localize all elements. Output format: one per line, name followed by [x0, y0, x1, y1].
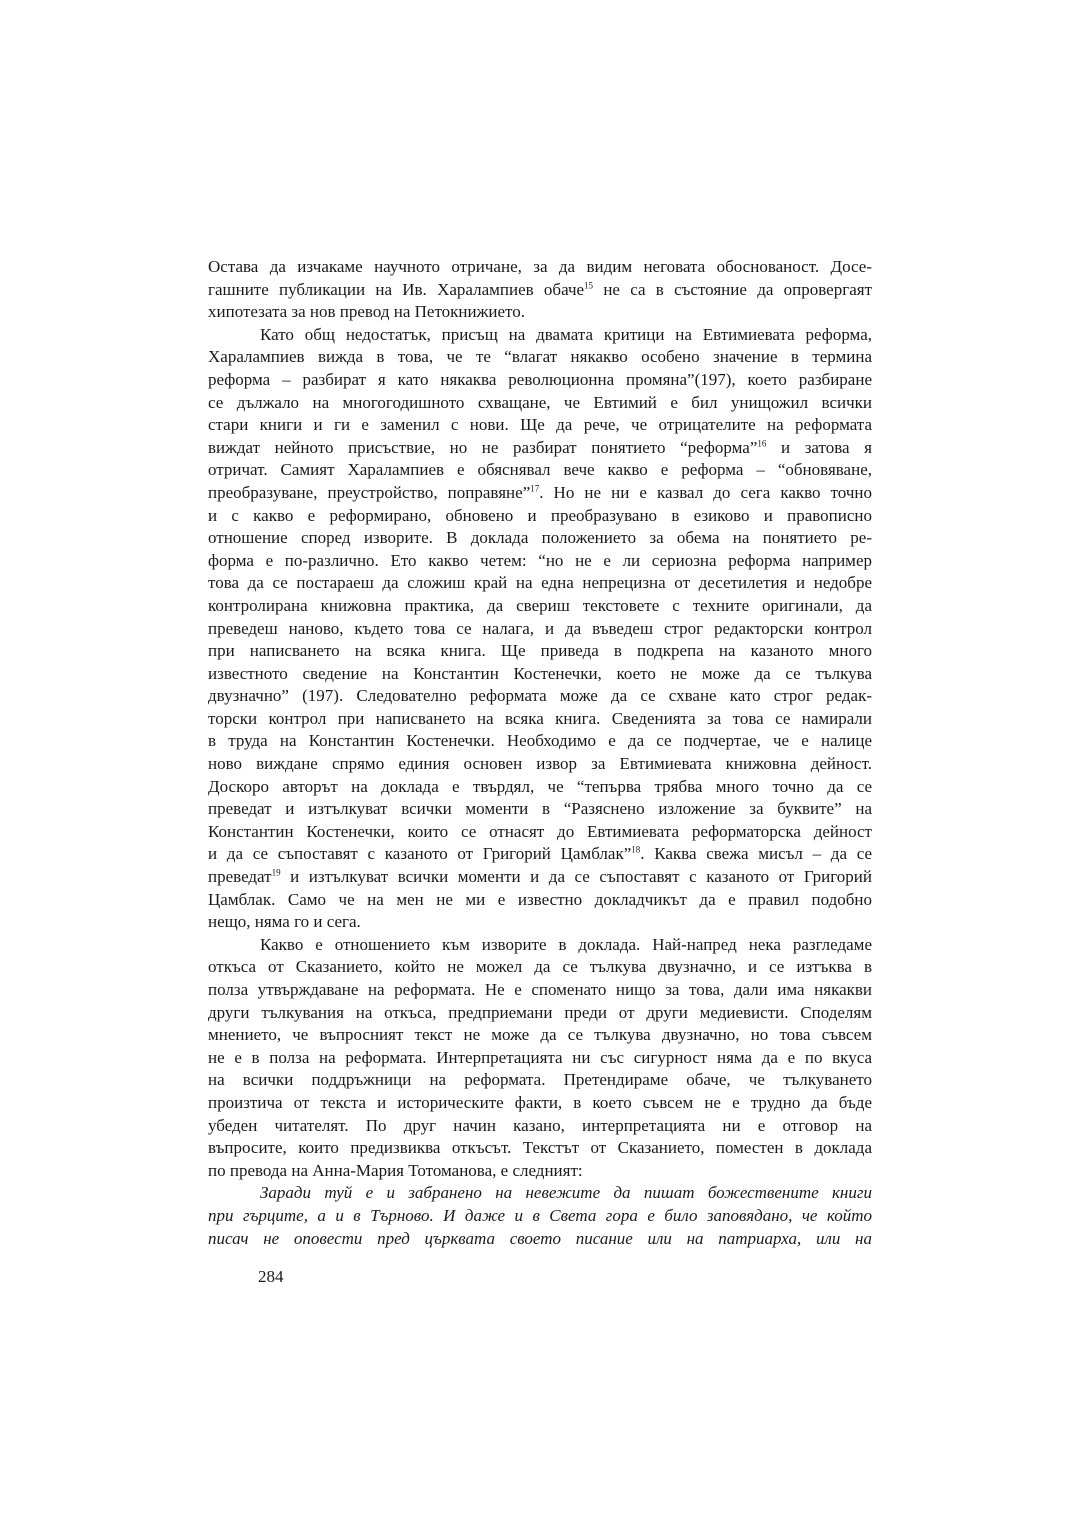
text-line: Константин Костенечки, които се отнасят до Евтимиевата реформаторска дейност	[208, 821, 872, 841]
text-line: форма е по-различно. Ето какво четем: “но не е ли сериозна реформа например	[208, 550, 872, 570]
footnote-marker[interactable]: 16	[757, 438, 767, 449]
text-line: полза утвърждаване на реформата. Не е споменато нищо за това, дали има някакви	[208, 980, 872, 999]
text-line: други тълкувания на откъса, предприемани преди от други медиевисти. Споделям	[208, 1002, 872, 1022]
text-line: виждат нейното присъствие, но не разбират понятието “реформа”$^{16}$ и затова я	[208, 437, 872, 457]
paragraph	[208, 1182, 872, 1250]
text-line: Какво е отношението към изворите в доклада. Най-напред нека разгледаме	[260, 934, 872, 954]
text-line: и да се съпоставят с казаното от Григорий Цамблак”$^{18}$. Каква свежа мисъл – да се	[208, 844, 872, 864]
text-line: откъса от Сказанието, който не можел да се тълкува двузначно, и се изтъква в	[208, 957, 872, 977]
text-line: мнението, че въпросният текст не може да се тълкува двузначно, но това съвсем	[208, 1025, 872, 1045]
text-line: хипотезата за нов превод на Петокнижието.	[208, 302, 525, 322]
footnote-marker[interactable]: 18	[631, 844, 641, 855]
text-line: отношение според изворите. В доклада положението за обема на понятието ре-	[208, 528, 872, 548]
text-line: в труда на Константин Костенечки. Необходимо е да се подчертае, че е налице	[208, 731, 872, 751]
footnote-marker[interactable]: 19	[271, 867, 281, 878]
text-line: преведат$^{19}$ и изтълкуват всички моменти и да се съпоставят с казаното от Григорий	[208, 867, 872, 887]
text-line: Като общ недостатък, присъщ на двамата критици на Евтимиевата реформа,	[260, 324, 872, 344]
text-line: въпросите, които предизвиква откъсът. Текстът от Сказанието, поместен в доклада	[208, 1138, 872, 1158]
text-line: се дължало на многогодишното схващане, че Евтимий е бил унищожил всички	[208, 392, 872, 412]
text-line: преведеш наново, където това се налага, и да въведеш строг редакторски контрол	[208, 618, 872, 638]
text-line: произтича от текста и историческите факти, в което съвсем не е трудно да бъде	[208, 1092, 872, 1112]
text-line: при написването на всяка книга. Ще приведа в подкрепа на казаното много	[208, 641, 872, 661]
text-line: ново виждане спрямо единия основен извор за Евтимиевата книжовна дейност.	[208, 754, 872, 774]
text-line: гашните публикации на Ив. Харалампиев обаче$^{15}$ не са в състояние да опровергаят	[208, 279, 872, 299]
text-line: торски контрол при написването на всяка книга. Сведенията за това се намирали	[208, 708, 872, 728]
paragraph	[208, 934, 872, 1183]
text-line: двузначно” (197). Следователно реформата може да се схване като строг редак-	[208, 686, 872, 706]
text-line: убеден читателят. По друг начин казано, интерпретацията ни е отговор на	[208, 1115, 872, 1135]
text-line: на всички поддръжници на реформата. Претендираме обаче, че тълкуването	[208, 1070, 872, 1090]
body-text	[208, 256, 872, 1250]
text-line: контролирана книжовна практика, да свериш текстовете с техните оригинали, да	[208, 595, 872, 615]
text-line: Харалампиев вижда в това, че те “влагат някакво особено значение в термина	[208, 347, 872, 367]
text-line: и с какво е реформирано, обновено и преобразувано в езиково и правописно	[208, 505, 872, 525]
text-line: известното сведение на Константин Костенечки, което не може да се тълкува	[208, 663, 872, 683]
text-line: това да се постараеш да сложиш край на една непрецизна от десетилетия и недобре	[208, 573, 872, 593]
page-number: 284	[258, 1267, 284, 1286]
text-line: реформа – разбират я като някаква революционна промяна”(197), което разбиране	[208, 369, 872, 389]
text-line: стари книги и ги е заменил с нови. Ще да рече, че отрицателите на реформата	[208, 415, 872, 435]
text-line: Доскоро авторът на доклада е твърдял, че “тепърва трябва много точно да се	[208, 776, 872, 796]
paragraph	[208, 324, 872, 934]
text-line: не е в полза на реформата. Интерпретацията ни със сигурност няма да е по вкуса	[208, 1047, 872, 1067]
text-line: по превода на Анна-Мария Тотоманова, е следният:	[208, 1160, 583, 1180]
footnote-marker[interactable]: 15	[584, 279, 594, 290]
footnote-marker[interactable]: 17	[530, 483, 540, 494]
text-line: отричат. Самият Харалампиев е обяснявал вече какво е реформа – “обновяване,	[208, 460, 872, 480]
text-line: при гърците, а и в Търново. И даже и в Света гора е било заповядано, че който	[208, 1205, 872, 1225]
text-line: писач не оповести пред църквата своето писание или на патриарха, или на	[208, 1228, 872, 1248]
text-line: Цамблак. Само че на мен не ми е известно докладчикът да е правил подобно	[208, 889, 872, 909]
text-line: Заради туй е и забранено на невежите да пишат божествените книги	[260, 1183, 872, 1203]
text-line: Остава да изчакаме научното отричане, за да видим неговата обоснованост. Досе-	[208, 257, 872, 276]
text-line: преведат и изтълкуват всички моменти в “Разяснено изложение за буквите” на	[208, 799, 872, 819]
text-line: нещо, няма го и сега.	[208, 912, 361, 932]
text-line: преобразуване, преустройство, поправяне”$^{17}$. Но не ни е казвал до сега какво точно	[208, 482, 873, 502]
paragraph	[208, 256, 872, 324]
